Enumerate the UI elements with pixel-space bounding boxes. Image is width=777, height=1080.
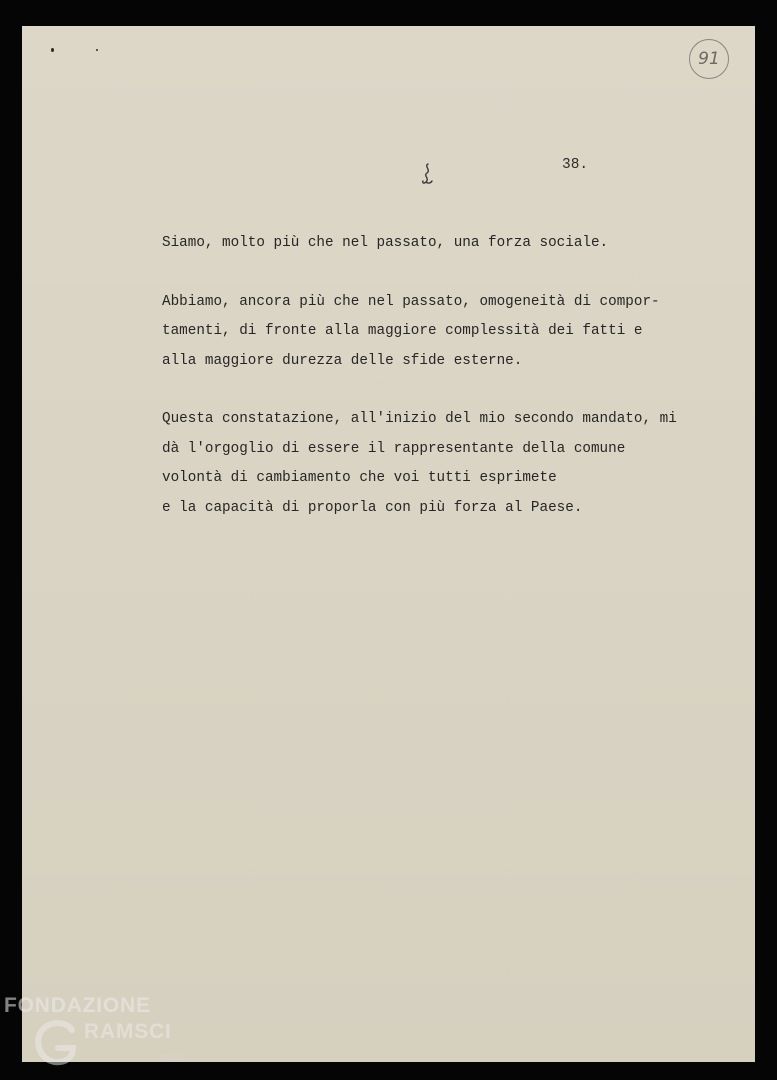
archive-number: 91 [698,49,720,69]
gramsci-g-logo-icon [32,1016,80,1068]
text-line: Siamo, molto più che nel passato, una forza sociale. [162,235,609,251]
watermark-line2: RAMSCI [84,1020,172,1043]
text-line: Abbiamo, ancora più che nel passato, omogeneità di compor- [162,293,660,310]
ink-speck [51,48,54,52]
fondazione-gramsci-watermark [4,992,204,1080]
watermark-suffix: onlus [160,1052,184,1063]
paragraph [162,288,677,377]
text-line: alla maggiore durezza delle sfide esterne. [162,352,523,369]
paragraph [162,229,677,259]
text-line: dà l'orgoglio di essere il rappresentante della comune [162,440,626,457]
text-line: Questa constatazione, all'inizio del mio secondo mandato, mi [162,411,677,427]
document-page [22,26,755,1062]
text-line: e la capacità di proporla con più forza al Paese. [162,499,583,516]
watermark-line1: FONDAZIONE [4,994,151,1017]
ink-speck [96,49,98,51]
typed-text [162,229,677,552]
text-line: tamenti, di fronte alla maggiore complessità dei fatti e [162,323,643,339]
archive-number-stamp [689,39,729,79]
paragraph [162,405,677,523]
page-number: 38. [562,157,589,173]
handwritten-mark-icon [418,162,436,188]
text-line: volontà di cambiamento che voi tutti esprimete [162,470,557,486]
